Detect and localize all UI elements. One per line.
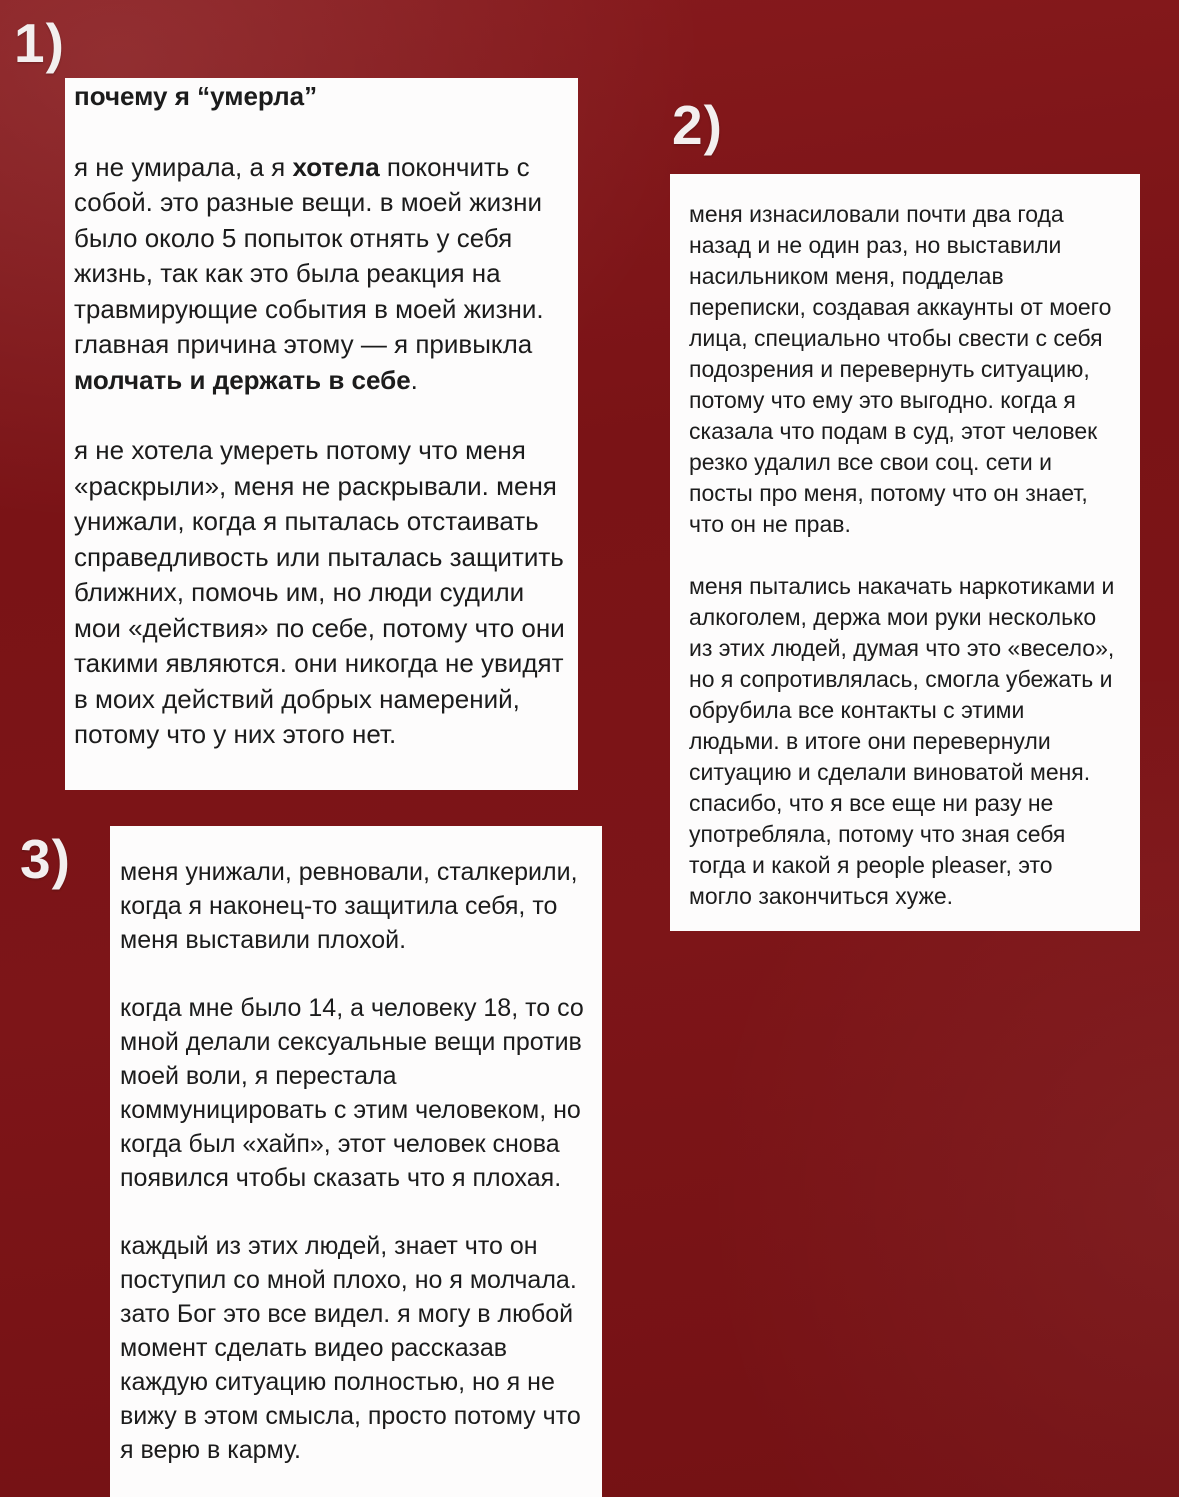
card-3-paragraph-2: когда мне было 14, а человеку 18, то со мной делали сексуальные вещи против моей воли, я перестала коммуницировать с этим человеком, но когда был «хайп», этот человек снова появился чтобы сказать что я плохая.	[120, 994, 584, 1192]
text-card-3	[110, 826, 602, 1497]
card-1-header: почему я “умерла”	[74, 81, 318, 111]
section-number-2: 2)	[672, 94, 723, 156]
card-1-p1-run5: .	[410, 364, 418, 395]
section-number-3: 3)	[20, 828, 71, 890]
card-1-paragraph-2: я не хотела умереть потому что меня «раскрыли», меня не раскрывали. меня унижали, когда я пыталась отстаивать справедливость или пыталась защитить ближних, помочь им, но люди судили мои «действия» по себе, потому что они такими являются. они никогда не увидят в моих действий добрых намерений, потому что у них этого нет.	[74, 435, 565, 749]
text-card-1	[65, 78, 578, 790]
card-1-p1-run1: я не умирала, а я	[74, 151, 293, 182]
card-3-paragraph-3: каждый из этих людей, знает что он поступил со мной плохо, но я молчала. зато Бог это все видел. я могу в любой момент сделать видео рассказав каждую ситуацию полностью, но я не вижу в этом смысла, просто потому что я верю в карму.	[120, 1232, 581, 1464]
text-card-2	[670, 174, 1140, 931]
section-number-1: 1)	[14, 12, 65, 74]
card-2-paragraph-1: меня изнасиловали почти два года назад и не один раз, но выставили насильником меня, подделав переписки, создавая аккаунты от моего лица, специально чтобы свести с себя подозрения и перевернуть ситуацию, потому что ему это выгодно. когда я сказала что подам в суд, этот человек резко удалил все свои соц. сети и посты про меня, потому что он знает, что он не прав.	[689, 201, 1112, 537]
card-1-p1-run4-bold: молчать и держать в себе	[74, 364, 411, 395]
card-3-paragraph-1: меня унижали, ревновали, сталкерили, когда я наконец-то защитила себя, то меня выставили плохой.	[120, 858, 578, 954]
card-1-p1-run3: покончить с собой. это разные вещи. в моей жизни было около 5 попыток отнять у себя жизнь, так как это была реакция на травмирующие события в моей жизни. главная причина этому — я привыкла	[74, 151, 544, 359]
card-1-paragraph-1	[74, 150, 574, 399]
card-2-paragraph-2: меня пытались накачать наркотиками и алкоголем, держа мои руки несколько из этих людей, думая что это «весело», но я сопротивлялась, смогла убежать и обрубила все контакты с этими людьми. в итоге они перевернули ситуацию и сделали виноватой меня. спасибо, что я все еще ни разу не употребляла, потому что зная себя тогда и какой я people pleaser, это могло закончиться хуже.	[689, 573, 1115, 909]
card-1-p1-run2-bold: хотела	[292, 151, 380, 182]
